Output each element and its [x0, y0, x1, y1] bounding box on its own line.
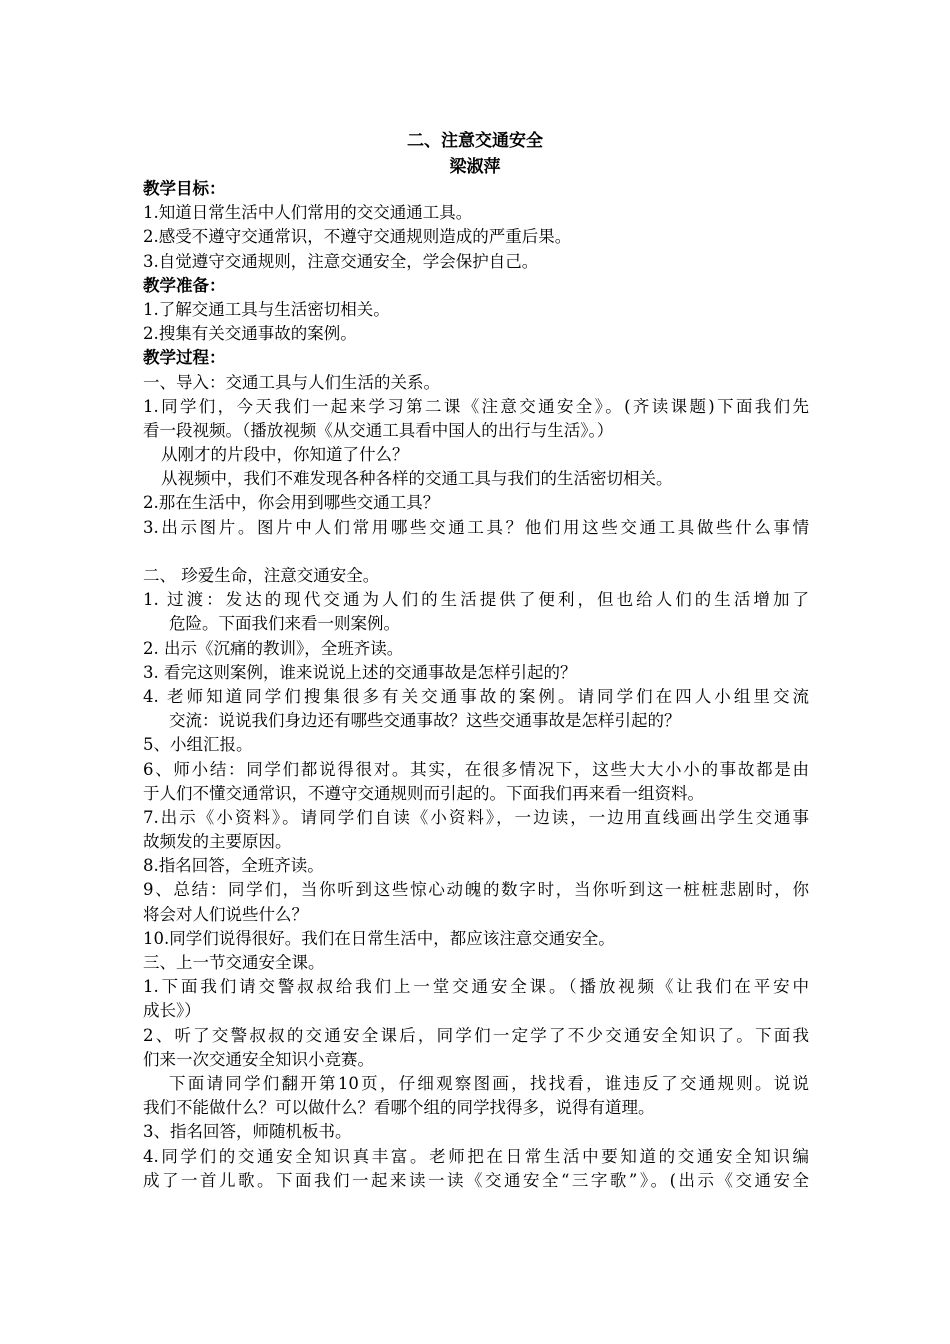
section-heading: 教学过程： [143, 348, 226, 368]
text-line: 1.下面我们请交警叔叔给我们上一堂交通安全课。（播放视频《让我们在平安中 [143, 977, 809, 997]
text-line: 将会对人们说些什么？ [143, 904, 308, 924]
text-line: 3、指名回答，师随机板书。 [143, 1122, 352, 1142]
text-line: 10.同学们说得很好。我们在日常生活中，都应该注意交通安全。 [143, 928, 615, 948]
text-line: 一、导入：交通工具与人们生活的关系。 [143, 372, 440, 392]
text-line: 3.自觉遵守交通规则，注意交通安全，学会保护自己。 [143, 251, 539, 271]
text-line: 6、师小结：同学们都说得很对。其实，在很多情况下，这些大大小小的事故都是由 [143, 759, 809, 779]
text-line: 故频发的主要原因。 [143, 832, 292, 852]
text-line: 5、小组汇报。 [143, 735, 253, 755]
text-line: 9、总结：同学们，当你听到这些惊心动魄的数字时，当你听到这一桩桩悲剧时，你 [143, 880, 809, 900]
text-line: 2.搜集有关交通事故的案例。 [143, 324, 357, 344]
text-line: 1.同学们，今天我们一起来学习第二课《注意交通安全》。(齐读课题)下面我们先 [143, 396, 809, 416]
text-line: 下面请同学们翻开第10页，仔细观察图画，找找看，谁违反了交通规则。说说 [169, 1073, 809, 1093]
text-line: 2.感受不遵守交通常识，不遵守交通规则造成的严重后果。 [143, 227, 572, 247]
text-line: 看一段视频。（播放视频《从交通工具看中国人的出行与生活》。） [143, 420, 614, 440]
document-title: 二、注意交通安全 [407, 131, 543, 151]
text-line: 二、 珍爱生命，注意交通安全。 [143, 566, 380, 585]
text-line: 2.那在生活中，你会用到哪些交通工具？ [143, 493, 440, 513]
text-line: 1.了解交通工具与生活密切相关。 [143, 299, 390, 319]
document-body [143, 177, 809, 1193]
text-line: 成了一首儿歌。下面我们一起来读一读《交通安全“三字歌”》。(出示《交通安全 [143, 1170, 809, 1190]
text-line: 交流：说说我们身边还有哪些交通事故？这些交通事故是怎样引起的？ [169, 711, 681, 731]
text-line: 成长》） [143, 1001, 201, 1021]
text-line: 2. 出示《沉痛的教训》，全班齐读。 [143, 638, 404, 658]
text-line: 从视频中，我们不难发现各种各样的交通工具与我们的生活密切相关。 [161, 469, 673, 489]
text-line: 三、上一节交通安全课。 [143, 953, 325, 972]
section-heading: 教学目标： [143, 179, 226, 198]
text-line: 危险。下面我们来看一则案例。 [169, 614, 400, 634]
text-line: 我们不能做什么？可以做什么？看哪个组的同学找得多，说得有道理。 [143, 1098, 655, 1118]
text-line: 3.出示图片。图片中人们常用哪些交通工具？他们用这些交通工具做些什么事情 [143, 517, 809, 537]
text-line: 们来一次交通安全知识小竞赛。 [143, 1049, 374, 1069]
text-line: 1.知道日常生活中人们常用的交交通通工具。 [143, 203, 473, 223]
text-line: 8.指名回答，全班齐读。 [143, 856, 324, 876]
text-line: 2、听了交警叔叔的交通安全课后，同学们一定学了不少交通安全知识了。下面我 [143, 1025, 809, 1045]
text-line: 从刚才的片段中，你知道了什么？ [161, 445, 409, 465]
text-line: 1. 过渡：发达的现代交通为人们的生活提供了便利，但也给人们的生活增加了 [143, 590, 809, 610]
text-line [143, 540, 809, 564]
text-line: 4. 老师知道同学们搜集很多有关交通事故的案例。请同学们在四人小组里交流 [143, 686, 809, 706]
text-line: 于人们不懂交通常识，不遵守交通规则而引起的。下面我们再来看一组资料。 [143, 783, 704, 803]
section-heading: 教学准备： [143, 275, 226, 295]
document-author: 梁淑萍 [449, 157, 501, 177]
text-line: 7.出示《小资料》。请同学们自读《小资料》，一边读，一边用直线画出学生交通事 [143, 807, 809, 827]
text-line: 3. 看完这则案例，谁来说说上述的交通事故是怎样引起的？ [143, 662, 577, 682]
text-line: 4.同学们的交通安全知识真丰富。老师把在日常生活中要知道的交通安全知识编 [143, 1146, 809, 1166]
